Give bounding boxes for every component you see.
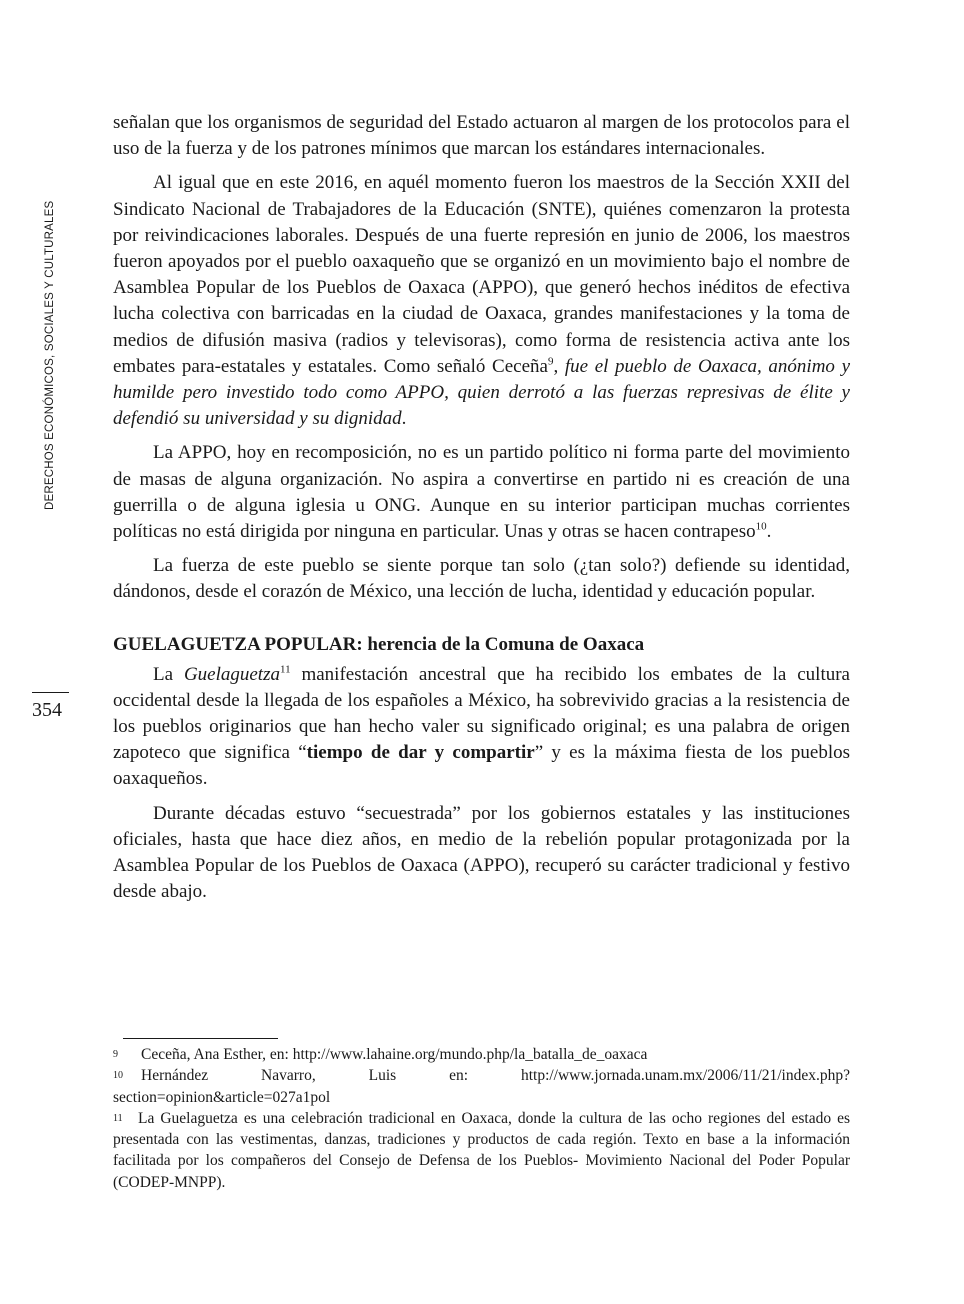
footnote-text: Ceceña, Ana Esther, en: http://www.lahaine.org/mundo.php/la_batalla_de_oaxaca <box>141 1046 648 1063</box>
page-number-rule <box>32 692 69 693</box>
footnote-ref-9[interactable]: 9 <box>547 355 554 368</box>
paragraph-2 <box>113 170 850 432</box>
paragraph-3-text: La APPO, hoy en recomposición, no es un partido político ni forma parte del movimiento de masas de alguna organización. No aspira a convertirse en partido ni es creación de una guerrilla o de alguna iglesia u ONG. Aunque en su interior participan muchas corrientes políticas no está dirigida por ninguna en particular. Unas y otras se hacen contrapeso <box>113 442 850 543</box>
paragraph-2-quote: fue el pueblo de Oaxaca, anónimo y humilde pero investido todo como APPO, quien derrotó a las fuerzas represivas de élite y defendió su universidad y su dignidad <box>113 355 850 430</box>
paragraph-6: Durante décadas estuvo “secuestrada” por los gobiernos estatales y las instituciones oficiales, hasta que hace diez años, en medio de la rebelión popular protagonizada por la Asamblea Popular de los Pueblos de Oaxaca (APPO), recuperó su carácter tradicional y festivo desde abajo. <box>113 802 850 903</box>
page-number: 354 <box>32 699 62 721</box>
paragraph-1: señalan que los organismos de seguridad del Estado actuaron al margen de los protocolos para el uso de la fuerza y de los patrones mínimos que marcan los estándares internacionales. <box>113 112 850 160</box>
footnote-11 <box>113 1108 850 1193</box>
paragraph-2-sep: , <box>553 355 565 377</box>
paragraph-5-term: Guelaguetza <box>183 663 280 685</box>
footnotes <box>113 1038 850 1193</box>
running-header: DERECHOS ECONÓMICOS, SOCIALES Y CULTURALES <box>44 200 56 510</box>
footnote-number: 10 <box>113 1070 123 1082</box>
footnote-text: Hernández Navarro, Luis en: http://www.jornada.unam.mx/2006/11/21/index.php?section=opinion&article=027a1pol <box>113 1067 850 1106</box>
footnote-10 <box>113 1065 850 1108</box>
body-text <box>113 110 850 913</box>
paragraph-5 <box>113 662 850 793</box>
paragraph-4: La fuerza de este pueblo se siente porque tan solo (¿tan solo?) defiende su identidad, dándonos, desde el corazón de México, una lección de lucha, identidad y educación popular. <box>113 555 850 603</box>
paragraph-5-mid: manifestación ancestral que ha recibido los embates de la cultura occidental desde la llegada de los españoles a México, ha sobrevivido gracias a la resistencia de los pueblos originarios que han hecho valer su significado original; es una palabra de origen zapoteco que significa “ <box>113 663 850 764</box>
footnote-number: 11 <box>113 1112 123 1124</box>
footnote-number: 9 <box>113 1049 118 1060</box>
paragraph-5-start: La <box>153 663 184 685</box>
footnote-ref-10[interactable]: 10 <box>755 520 767 533</box>
paragraph-5-end: ” y es la máxima fiesta de los pueblos oaxaqueños. <box>113 742 850 790</box>
section-heading: GUELAGUETZA POPULAR: herencia de la Comuna de Oaxaca <box>113 633 645 655</box>
paragraph-2-text: Al igual que en este 2016, en aquél momento fueron los maestros de la Sección XXII del Sindicato Nacional de Trabajadores de la Educación (SNTE), quiénes comenzaron la protesta por reivindicaciones laborales. Después de una fuerte represión en junio de 2006, los maestros fueron apoyados por el pueblo oaxaqueño que se organizó en un movimiento bajo el nombre de Asamblea Popular de los Pueblos de Oaxaca (APPO), que generó hechos inéditos de efectiva lucha colectiva con barricadas en la ciudad de Oaxaca, grandes manifestaciones y la toma de medios de difusión masiva (radios y televisoras), como forma de resistencia activa ante los embates para-estatales y estatales. Como señaló Ceceña <box>113 172 850 377</box>
footnote-9 <box>113 1044 850 1065</box>
paragraph-3 <box>113 440 850 545</box>
paragraph-5-bold: tiempo de dar y compartir <box>306 742 535 764</box>
footnote-text: La Guelaguetza es una celebración tradicional en Oaxaca, donde la cultura de las ocho regiones del estado es presentada con las vestimentas, danzas, tradiciones y productos de cada región. Texto en base a la información facilitada por los compañeros del Consejo de Defensa de los Pueblos- Movimiento Nacional del Poder Popular (CODEP-MNPP). <box>113 1109 850 1191</box>
footnote-rule <box>123 1038 278 1039</box>
paragraph-3-end: . <box>766 521 772 543</box>
footnote-ref-11[interactable]: 11 <box>279 663 291 676</box>
paragraph-2-end: . <box>401 408 407 430</box>
